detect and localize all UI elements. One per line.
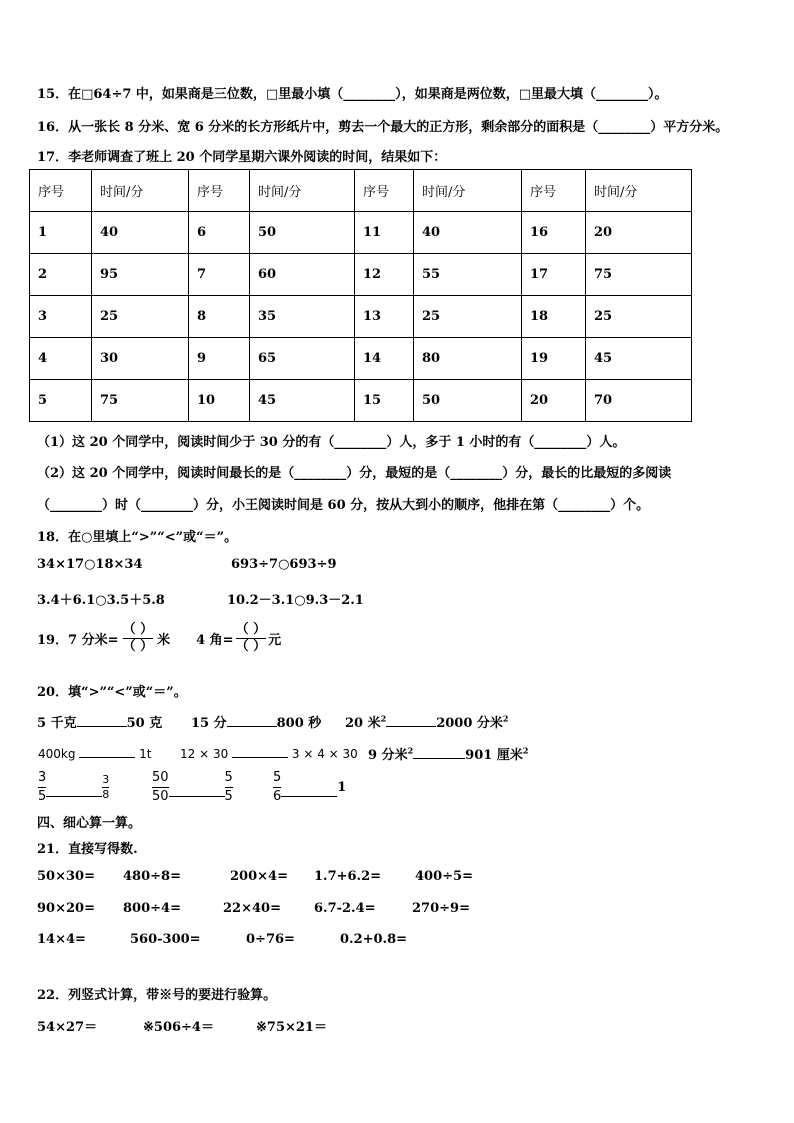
table-cell: 50 — [250, 212, 355, 254]
q18-expr: 3.4＋6.1○3.5＋5.8 — [37, 593, 165, 608]
answer-blank[interactable] — [169, 784, 225, 797]
table-cell: 10 — [189, 380, 250, 422]
q20-fraction-item — [38, 769, 109, 806]
table-header: 序号 — [30, 170, 92, 212]
answer-blank[interactable] — [46, 784, 102, 797]
q20-left: 400kg — [38, 747, 76, 761]
fraction: $\frac{3}{5}$ — [38, 770, 47, 804]
table-cell: 2 — [30, 254, 92, 296]
q21-expr: 0÷76= — [246, 932, 295, 947]
q19-line — [37, 622, 281, 655]
table-cell: 14 — [355, 338, 414, 380]
table-cell: 20 — [586, 212, 692, 254]
table-cell: 7 — [189, 254, 250, 296]
fraction-denominator: （ ） — [122, 639, 154, 654]
q19-unit2: 元 — [268, 633, 282, 648]
q17-sub2a: （2）这 20 个同学中，阅读时间最长的是（________）分，最短的是（________）分，最长的比最短的多阅读 — [37, 466, 672, 481]
q20-right: 800 秒 — [276, 716, 322, 731]
table-cell: 70 — [586, 380, 692, 422]
q19-mid: 4 角= — [196, 633, 234, 648]
table-cell: 1 — [30, 212, 92, 254]
table-cell: 5 — [30, 380, 92, 422]
q20-right: 2000 分米 — [436, 716, 503, 731]
superscript: 2 — [380, 713, 387, 724]
table-cell: 60 — [250, 254, 355, 296]
table-cell: 45 — [250, 380, 355, 422]
superscript: 2 — [407, 745, 414, 756]
q20-title: 20．填“>”“<”或“＝”。 — [37, 685, 187, 700]
table-row — [30, 212, 692, 254]
q22-expr: ※75×21＝ — [256, 1020, 327, 1035]
q19-fraction — [123, 622, 154, 655]
q20-left: 9 分米 — [368, 748, 408, 763]
q17-intro: 17．李老师调查了班上 20 个同学星期六课外阅读的时间，结果如下： — [37, 150, 447, 165]
answer-blank[interactable] — [77, 714, 127, 727]
q19-fraction-2 — [236, 622, 267, 655]
fraction: $\frac{5}{5}$ — [224, 770, 233, 804]
table-cell: 50 — [414, 380, 522, 422]
table-cell: 75 — [92, 380, 189, 422]
table-header-row — [30, 170, 692, 212]
table-header: 序号 — [189, 170, 250, 212]
q20-right: 901 厘米 — [465, 748, 523, 763]
q17-sub2b: （________）时（________）分，小王阅读时间是 60 分，按从大到小的顺序，他排在第（________）个。 — [37, 498, 650, 513]
q21-expr: 480÷8= — [123, 869, 181, 884]
table-cell: 75 — [586, 254, 692, 296]
q21-expr: 1.7+6.2= — [314, 869, 382, 884]
q21-title: 21．直接写得数. — [37, 842, 138, 857]
fraction-numerator: （ ） — [235, 622, 267, 637]
superscript: 2 — [502, 713, 509, 724]
q20-right: 1t — [139, 747, 152, 761]
q20-item — [368, 744, 528, 763]
fraction: $\frac{3}{8}$ — [102, 773, 110, 801]
table-header: 序号 — [522, 170, 586, 212]
q20-right: 50 克 — [126, 716, 163, 731]
answer-blank[interactable] — [232, 745, 288, 758]
table-header: 序号 — [355, 170, 414, 212]
fraction-numerator: （ ） — [122, 622, 154, 637]
table-cell: 6 — [189, 212, 250, 254]
q21-expr: 560-300= — [130, 932, 201, 947]
q20-left: 12 × 30 — [180, 747, 229, 761]
table-cell: 40 — [414, 212, 522, 254]
fraction: $\frac{50}{50}$ — [152, 770, 169, 804]
table-cell: 18 — [522, 296, 586, 338]
table-cell: 40 — [92, 212, 189, 254]
table-cell: 80 — [414, 338, 522, 380]
answer-blank[interactable] — [386, 714, 436, 727]
table-cell: 12 — [355, 254, 414, 296]
table-cell: 35 — [250, 296, 355, 338]
table-header: 时间/分 — [586, 170, 692, 212]
fraction-denominator: （ ） — [235, 639, 267, 654]
table-cell: 30 — [92, 338, 189, 380]
q18-expr: 693÷7○693÷9 — [231, 557, 337, 572]
table-cell: 25 — [92, 296, 189, 338]
q22-expr: 54×27＝ — [37, 1020, 98, 1035]
table-cell: 20 — [522, 380, 586, 422]
reading-time-table — [29, 169, 692, 422]
q20-item — [191, 712, 321, 731]
section-heading: 四、细心算一算。 — [37, 816, 142, 831]
answer-blank[interactable] — [281, 784, 337, 797]
table-row — [30, 296, 692, 338]
table-cell: 13 — [355, 296, 414, 338]
q21-expr: 14×4= — [37, 932, 86, 947]
q16-text: 16．从一张长 8 分米、宽 6 分米的长方形纸片中，剪去一个最大的正方形，剩余部分的面积是（________）平方分米。 — [37, 120, 729, 135]
table-cell: 25 — [586, 296, 692, 338]
q20-item — [38, 745, 151, 761]
table-cell: 16 — [522, 212, 586, 254]
q19-unit1: 米 — [157, 633, 171, 648]
q22-expr: ※506÷4＝ — [143, 1020, 214, 1035]
q17-sub1: （1）这 20 个同学中，阅读时间少于 30 分的有（________）人，多于 1 小时的有（________）人。 — [37, 435, 626, 450]
table-header: 时间/分 — [92, 170, 189, 212]
q20-right: 3 × 4 × 30 — [291, 747, 358, 761]
q20-item — [37, 712, 162, 731]
table-cell: 65 — [250, 338, 355, 380]
q22-title: 22．列竖式计算，带※号的要进行验算。 — [37, 988, 277, 1003]
table-cell: 11 — [355, 212, 414, 254]
q19-prefix: 19．7 分米= — [37, 633, 119, 648]
table-cell: 45 — [586, 338, 692, 380]
q20-left: 5 千克 — [37, 716, 77, 731]
table-header: 时间/分 — [250, 170, 355, 212]
q20-left: 20 米 — [345, 716, 381, 731]
table-row — [30, 338, 692, 380]
q21-expr: 50×30= — [37, 869, 95, 884]
table-header: 时间/分 — [414, 170, 522, 212]
table-cell: 95 — [92, 254, 189, 296]
q20-fraction-item — [273, 769, 346, 806]
q20-item — [345, 712, 509, 731]
q21-expr: 200×4= — [230, 869, 288, 884]
q20-item — [180, 745, 358, 761]
q21-expr: 22×40= — [223, 901, 281, 916]
q21-expr: 800÷4= — [123, 901, 181, 916]
table-cell: 9 — [189, 338, 250, 380]
table-cell: 8 — [189, 296, 250, 338]
q20-right: 1 — [337, 780, 347, 795]
q18-expr: 34×17○18×34 — [37, 557, 143, 572]
table-cell: 19 — [522, 338, 586, 380]
answer-blank[interactable] — [227, 714, 277, 727]
table-cell: 4 — [30, 338, 92, 380]
fraction: $\frac{5}{6}$ — [273, 770, 282, 804]
q21-expr: 0.2+0.8= — [340, 932, 408, 947]
table-cell: 17 — [522, 254, 586, 296]
table-cell: 55 — [414, 254, 522, 296]
table-row — [30, 380, 692, 422]
table-cell: 15 — [355, 380, 414, 422]
q18-expr: 10.2－3.1○9.3－2.1 — [227, 593, 364, 608]
q20-fraction-item — [152, 769, 233, 806]
answer-blank[interactable] — [413, 746, 465, 759]
superscript: 2 — [522, 745, 529, 756]
q21-expr: 6.7-2.4= — [314, 901, 376, 916]
table-cell: 3 — [30, 296, 92, 338]
table-cell: 25 — [414, 296, 522, 338]
q21-expr: 400÷5= — [415, 869, 473, 884]
answer-blank[interactable] — [79, 745, 135, 758]
q21-expr: 270÷9= — [412, 901, 470, 916]
q21-expr: 90×20= — [37, 901, 95, 916]
q20-left: 15 分 — [191, 716, 227, 731]
q15-text: 15．在□64÷7 中，如果商是三位数，□里最小填（________），如果商是两位数，□里最大填（________）。 — [37, 87, 668, 102]
q18-title: 18．在○里填上“>”“<”或“＝”。 — [37, 530, 238, 545]
table-row — [30, 254, 692, 296]
